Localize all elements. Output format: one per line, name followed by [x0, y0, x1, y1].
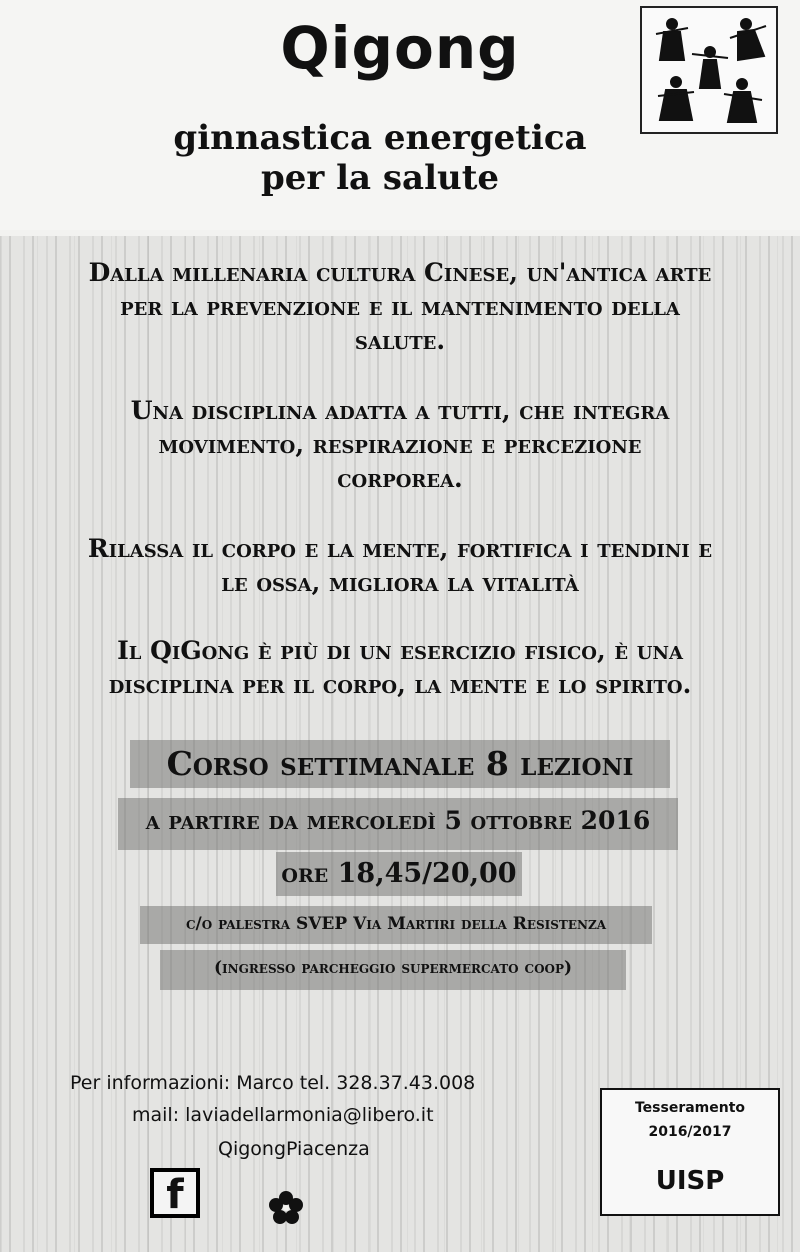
stamp-line-1: Tesseramento: [634, 1100, 746, 1116]
course-start-date: a partire da mercoledì 5 ottobre 2016: [118, 798, 678, 850]
paragraph-4-line-1: Il QiGong è più di un esercizio fisico, è una: [117, 636, 683, 665]
course-title: Corso settimanale 8 lezioni: [130, 740, 670, 788]
subtitle-line-1: ginnastica energetica: [173, 118, 587, 158]
paragraph-2-line-3: corporea.: [337, 464, 463, 493]
contact-social[interactable]: QigongPiacenza: [218, 1138, 370, 1160]
contact-phone: Per informazioni: Marco tel. 328.37.43.008: [70, 1072, 476, 1094]
contact-mail[interactable]: mail: laviadellarmonia@libero.it: [132, 1104, 434, 1126]
course-entrance: (ingresso parcheggio supermercato coop): [160, 950, 626, 990]
paragraph-2: [20, 394, 780, 496]
paragraph-1-line-2: per la prevenzione e il mantenimento della: [120, 292, 680, 321]
course-venue: c/o palestra SVEP Via Martiri della Resistenza: [140, 906, 652, 944]
paragraph-3-line-2: le ossa, migliora la vitalità: [221, 568, 579, 597]
stamp-line-3: UISP: [655, 1166, 725, 1196]
paragraph-4-line-2: disciplina per il corpo, la mente e lo spirito.: [108, 670, 692, 699]
header: [0, 0, 800, 230]
page-title: Qigong: [280, 14, 520, 82]
paragraph-2-line-2: movimento, respirazione e percezione: [158, 430, 642, 459]
paragraph-2-line-1: Una disciplina adatta a tutti, che integra: [130, 396, 670, 425]
course-hours: ore 18,45/20,00: [276, 852, 522, 896]
figures-icon: [642, 8, 776, 132]
stamp-line-2: 2016/2017: [648, 1124, 732, 1140]
paragraph-3-line-1: Rilassa il corpo e la mente, fortifica i tendini e: [87, 534, 713, 563]
paragraph-1: [20, 256, 780, 358]
membership-stamp: [600, 1088, 780, 1216]
flower-icon: [268, 1190, 304, 1226]
paragraph-1-line-3: salute.: [354, 326, 446, 355]
qigong-figures-logo: [640, 6, 778, 134]
paragraph-4: [20, 634, 780, 702]
subtitle: [100, 118, 660, 198]
paragraph-1-line-1: Dalla millenaria cultura Cinese, un'antica arte: [88, 258, 712, 287]
paragraph-3: [20, 532, 780, 600]
subtitle-line-2: per la salute: [260, 158, 500, 198]
facebook-icon[interactable]: f: [150, 1168, 200, 1218]
